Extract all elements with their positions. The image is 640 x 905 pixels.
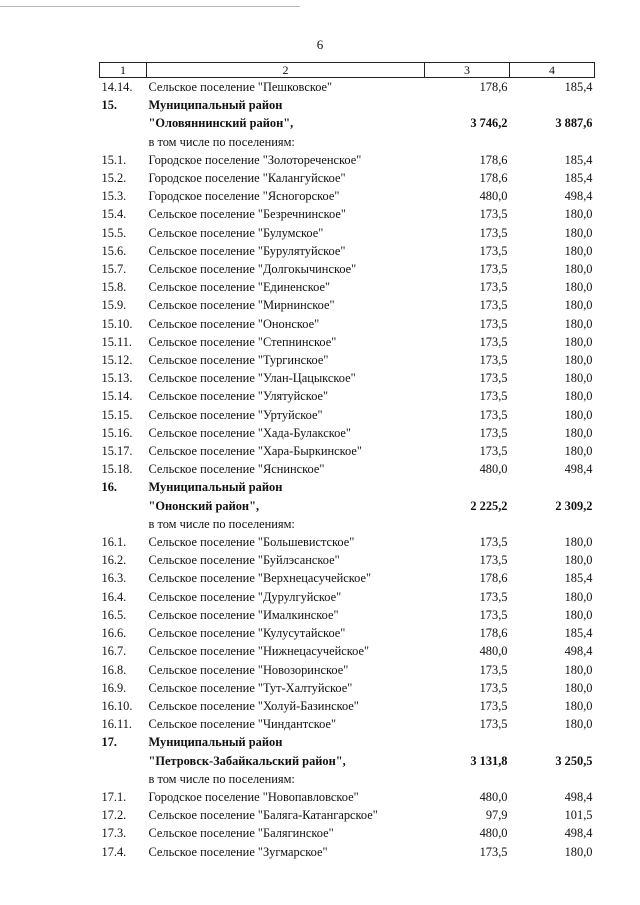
row-number — [100, 770, 147, 788]
row-name: Сельское поселение "Уртуйское" — [148, 407, 323, 422]
row-value-col3: 173,5 — [479, 280, 508, 295]
row-number: 17.3. — [101, 826, 127, 841]
row-value-col4: 180,0 — [564, 717, 593, 732]
row-number: 16.7. — [101, 644, 127, 659]
table-row — [100, 296, 595, 314]
row-name: Сельское поселение "Бурулятуйское" — [148, 243, 346, 258]
table-row — [100, 533, 595, 551]
row-name: Сельское поселение "Мирнинское" — [148, 298, 335, 313]
row-number: 15. — [101, 98, 117, 113]
row-name: Сельское поселение "Чиндантское" — [148, 717, 337, 732]
row-name: Городское поселение "Ясногорское" — [148, 189, 340, 204]
row-name: Городское поселение "Новопавловское" — [148, 789, 359, 804]
row-value-col4: 180,0 — [564, 316, 593, 331]
row-number: 16.4. — [101, 589, 127, 604]
row-name: Сельское поселение "Большевистское" — [148, 535, 355, 550]
row-name: Сельское поселение "Булумское" — [148, 225, 324, 240]
row-value-col4: 498,4 — [564, 789, 593, 804]
row-number: 15.8. — [101, 280, 127, 295]
row-value-col3 — [425, 733, 510, 751]
row-number: 15.3. — [101, 189, 127, 204]
row-value-col3: 3 746,2 — [470, 116, 508, 131]
table-row — [100, 697, 595, 715]
row-value-col3: 173,5 — [479, 389, 508, 404]
row-value-col4 — [510, 133, 595, 151]
row-value-col3: 480,0 — [479, 826, 508, 841]
row-number: 15.5. — [101, 225, 127, 240]
row-value-col3: 173,5 — [479, 553, 508, 568]
table-row — [100, 569, 595, 587]
row-name: "Петровск-Забайкальский район", — [148, 753, 346, 768]
row-value-col3: 178,6 — [479, 152, 508, 167]
row-value-col4 — [510, 770, 595, 788]
row-value-col3: 173,5 — [479, 243, 508, 258]
row-number — [100, 752, 147, 770]
row-name: Сельское поселение "Тургинское" — [148, 353, 329, 368]
row-name: "Оловяннинский район", — [148, 116, 294, 131]
table-header-row — [100, 63, 595, 78]
table-row — [100, 788, 595, 806]
row-value-col3: 173,5 — [479, 444, 508, 459]
row-value-col3 — [425, 478, 510, 496]
row-name: Сельское поселение "Новозоринское" — [148, 662, 349, 677]
row-value-col4: 3 887,6 — [555, 116, 593, 131]
row-number: 15.15. — [101, 407, 133, 422]
row-name: Сельское поселение "Балягинское" — [148, 826, 334, 841]
row-value-col4: 180,0 — [564, 280, 593, 295]
row-value-col3 — [425, 770, 510, 788]
row-value-col3: 480,0 — [479, 644, 508, 659]
table-row — [100, 515, 595, 533]
row-number: 16.11. — [101, 717, 133, 732]
table-row — [100, 187, 595, 205]
table-row — [100, 478, 595, 496]
row-name: в том числе по поселениям: — [148, 516, 295, 531]
row-name: в том числе по поселениям: — [148, 134, 295, 149]
row-value-col4: 180,0 — [564, 371, 593, 386]
page-number: 6 — [316, 37, 324, 52]
row-name: Сельское поселение "Единенское" — [148, 280, 331, 295]
distribution-table — [99, 62, 595, 861]
table-row — [100, 770, 595, 788]
row-name: Сельское поселение "Хада-Булакское" — [148, 425, 351, 440]
row-value-col3: 480,0 — [479, 189, 508, 204]
table-row — [100, 315, 595, 333]
row-value-col4 — [510, 733, 595, 751]
row-number: 15.12. — [101, 353, 133, 368]
scan-artifact-line — [0, 6, 300, 7]
row-value-col4: 498,4 — [564, 189, 593, 204]
row-number: 17.1. — [101, 789, 127, 804]
row-name: Сельское поселение "Долгокычинское" — [148, 262, 357, 277]
row-name: Сельское поселение "Верхнецасучейское" — [148, 571, 372, 586]
row-name: Муниципальный район — [148, 480, 283, 495]
row-value-col4: 180,0 — [564, 389, 593, 404]
row-name: Сельское поселение "Хара-Быркинское" — [148, 444, 362, 459]
table-row — [100, 642, 595, 660]
row-value-col3: 173,5 — [479, 262, 508, 277]
row-number: 15.6. — [101, 243, 127, 258]
column-header: 2 — [147, 63, 425, 78]
row-number — [100, 515, 147, 533]
row-value-col4: 180,0 — [564, 589, 593, 604]
table-row — [100, 278, 595, 296]
row-value-col4 — [510, 478, 595, 496]
row-name: Сельское поселение "Холуй-Базинское" — [148, 698, 359, 713]
table-row — [100, 387, 595, 405]
column-header: 1 — [100, 63, 147, 78]
row-number: 15.2. — [101, 171, 127, 186]
row-number: 15.9. — [101, 298, 127, 313]
table-row — [100, 114, 595, 132]
row-value-col4: 2 309,2 — [555, 498, 593, 513]
row-name: Сельское поселение "Тут-Халтуйское" — [148, 680, 353, 695]
row-value-col4: 185,4 — [564, 152, 593, 167]
row-value-col4: 498,4 — [564, 644, 593, 659]
row-number: 15.16. — [101, 425, 133, 440]
table-row — [100, 133, 595, 151]
row-value-col4: 498,4 — [564, 826, 593, 841]
row-number: 15.11. — [101, 334, 133, 349]
row-value-col3: 173,5 — [479, 680, 508, 695]
row-name: Сельское поселение "Зугмарское" — [148, 844, 328, 859]
row-name: Городское поселение "Калангуйское" — [148, 171, 346, 186]
row-number — [100, 114, 147, 132]
row-name: "Ононский район", — [148, 498, 260, 513]
table-row — [100, 661, 595, 679]
row-value-col3: 173,5 — [479, 589, 508, 604]
row-value-col4: 180,0 — [564, 334, 593, 349]
row-value-col4: 180,0 — [564, 207, 593, 222]
row-value-col4: 3 250,5 — [555, 753, 593, 768]
table-row — [100, 351, 595, 369]
row-number — [100, 133, 147, 151]
row-value-col3: 173,5 — [479, 662, 508, 677]
row-value-col3: 178,6 — [479, 171, 508, 186]
row-number: 15.18. — [101, 462, 133, 477]
table-row — [100, 169, 595, 187]
table-row — [100, 151, 595, 169]
table-row — [100, 843, 595, 861]
row-value-col4 — [510, 96, 595, 114]
row-value-col3: 173,5 — [479, 698, 508, 713]
row-number: 15.7. — [101, 262, 127, 277]
row-value-col4: 180,0 — [564, 662, 593, 677]
row-value-col3: 173,5 — [479, 844, 508, 859]
table-row — [100, 96, 595, 114]
table-row — [100, 679, 595, 697]
row-number: 15.4. — [101, 207, 127, 222]
row-value-col4: 180,0 — [564, 262, 593, 277]
column-header: 3 — [425, 63, 510, 78]
row-name: Сельское поселение "Яснинское" — [148, 462, 325, 477]
row-value-col3: 173,5 — [479, 316, 508, 331]
row-value-col3: 178,6 — [479, 571, 508, 586]
row-number: 15.13. — [101, 371, 133, 386]
row-value-col4: 180,0 — [564, 680, 593, 695]
row-value-col4: 180,0 — [564, 425, 593, 440]
row-name: Сельское поселение "Улан-Цацыкское" — [148, 371, 356, 386]
row-value-col3 — [425, 515, 510, 533]
row-value-col3: 173,5 — [479, 607, 508, 622]
table-row — [100, 551, 595, 569]
row-value-col4: 180,0 — [564, 444, 593, 459]
row-value-col4: 498,4 — [564, 462, 593, 477]
row-value-col4: 180,0 — [564, 698, 593, 713]
row-number: 16.3. — [101, 571, 127, 586]
row-value-col3 — [425, 133, 510, 151]
row-name: в том числе по поселениям: — [148, 771, 295, 786]
row-name: Сельское поселение "Безречнинское" — [148, 207, 346, 222]
row-name: Сельское поселение "Нижнецасучейское" — [148, 644, 370, 659]
table-row — [100, 260, 595, 278]
row-number: 16.2. — [101, 553, 127, 568]
row-value-col3: 173,5 — [479, 407, 508, 422]
table-row — [100, 442, 595, 460]
row-name: Городское поселение "Золотореченское" — [148, 152, 362, 167]
row-value-col4: 180,0 — [564, 225, 593, 240]
row-number: 14.14. — [101, 80, 133, 94]
row-name: Муниципальный район — [148, 735, 283, 750]
table-row — [100, 733, 595, 751]
row-value-col3: 480,0 — [479, 789, 508, 804]
row-name: Сельское поселение "Кулусутайское" — [148, 626, 346, 641]
row-value-col3: 173,5 — [479, 353, 508, 368]
column-header: 4 — [510, 63, 595, 78]
row-value-col4: 180,0 — [564, 844, 593, 859]
row-number: 17. — [101, 735, 117, 750]
table-row — [100, 606, 595, 624]
row-value-col3: 178,6 — [479, 80, 508, 94]
row-number: 16.5. — [101, 607, 127, 622]
row-name: Сельское поселение "Ононское" — [148, 316, 320, 331]
row-value-col3: 173,5 — [479, 717, 508, 732]
table-row — [100, 369, 595, 387]
table-row — [100, 406, 595, 424]
table-row — [100, 333, 595, 351]
row-value-col3: 173,5 — [479, 298, 508, 313]
row-number: 15.17. — [101, 444, 133, 459]
row-name: Сельское поселение "Баляга-Катангарское" — [148, 808, 378, 823]
table-row — [100, 242, 595, 260]
row-number — [100, 497, 147, 515]
row-value-col3: 173,5 — [479, 371, 508, 386]
row-number: 16.6. — [101, 626, 127, 641]
row-value-col4: 180,0 — [564, 553, 593, 568]
table-body — [100, 63, 595, 861]
row-value-col3: 97,9 — [485, 808, 508, 823]
row-name: Сельское поселение "Пешковское" — [148, 80, 333, 94]
row-number: 16.10. — [101, 698, 133, 713]
table-row — [100, 224, 595, 242]
row-name: Муниципальный район — [148, 98, 283, 113]
table-row — [100, 624, 595, 642]
table-row — [100, 752, 595, 770]
row-value-col3: 3 131,8 — [470, 753, 508, 768]
table-row — [100, 824, 595, 842]
row-value-col4: 180,0 — [564, 407, 593, 422]
row-name: Сельское поселение "Ималкинское" — [148, 607, 339, 622]
row-value-col3: 178,6 — [479, 626, 508, 641]
row-number: 16.8. — [101, 662, 127, 677]
row-value-col4: 101,5 — [564, 808, 593, 823]
row-name: Сельское поселение "Улятуйское" — [148, 389, 329, 404]
row-value-col4: 185,4 — [564, 80, 593, 94]
row-value-col4: 180,0 — [564, 535, 593, 550]
row-number: 16. — [101, 480, 117, 495]
table-row — [100, 460, 595, 478]
table-row — [100, 424, 595, 442]
row-number: 15.10. — [101, 316, 133, 331]
row-value-col4: 180,0 — [564, 243, 593, 258]
row-value-col4: 185,4 — [564, 171, 593, 186]
row-value-col3: 2 225,2 — [470, 498, 508, 513]
row-number: 17.4. — [101, 844, 127, 859]
row-value-col3: 480,0 — [479, 462, 508, 477]
row-number: 16.9. — [101, 680, 127, 695]
row-value-col3: 173,5 — [479, 207, 508, 222]
row-name: Сельское поселение "Дурулгуйское" — [148, 589, 342, 604]
table-row — [100, 715, 595, 733]
row-value-col3: 173,5 — [479, 334, 508, 349]
table-row — [100, 205, 595, 223]
row-name: Сельское поселение "Буйлэсанское" — [148, 553, 340, 568]
table-row — [100, 806, 595, 824]
table-row — [100, 497, 595, 515]
table-row — [100, 78, 595, 97]
row-number: 15.14. — [101, 389, 133, 404]
row-value-col4: 180,0 — [564, 607, 593, 622]
row-number: 15.1. — [101, 152, 127, 167]
row-value-col4: 180,0 — [564, 298, 593, 313]
row-value-col4: 185,4 — [564, 626, 593, 641]
row-value-col3: 173,5 — [479, 425, 508, 440]
row-value-col4: 180,0 — [564, 353, 593, 368]
row-name: Сельское поселение "Степнинское" — [148, 334, 337, 349]
row-value-col3: 173,5 — [479, 535, 508, 550]
row-number: 16.1. — [101, 535, 127, 550]
row-value-col3: 173,5 — [479, 225, 508, 240]
row-value-col3 — [425, 96, 510, 114]
row-value-col4: 185,4 — [564, 571, 593, 586]
table-row — [100, 588, 595, 606]
row-value-col4 — [510, 515, 595, 533]
row-number: 17.2. — [101, 808, 127, 823]
